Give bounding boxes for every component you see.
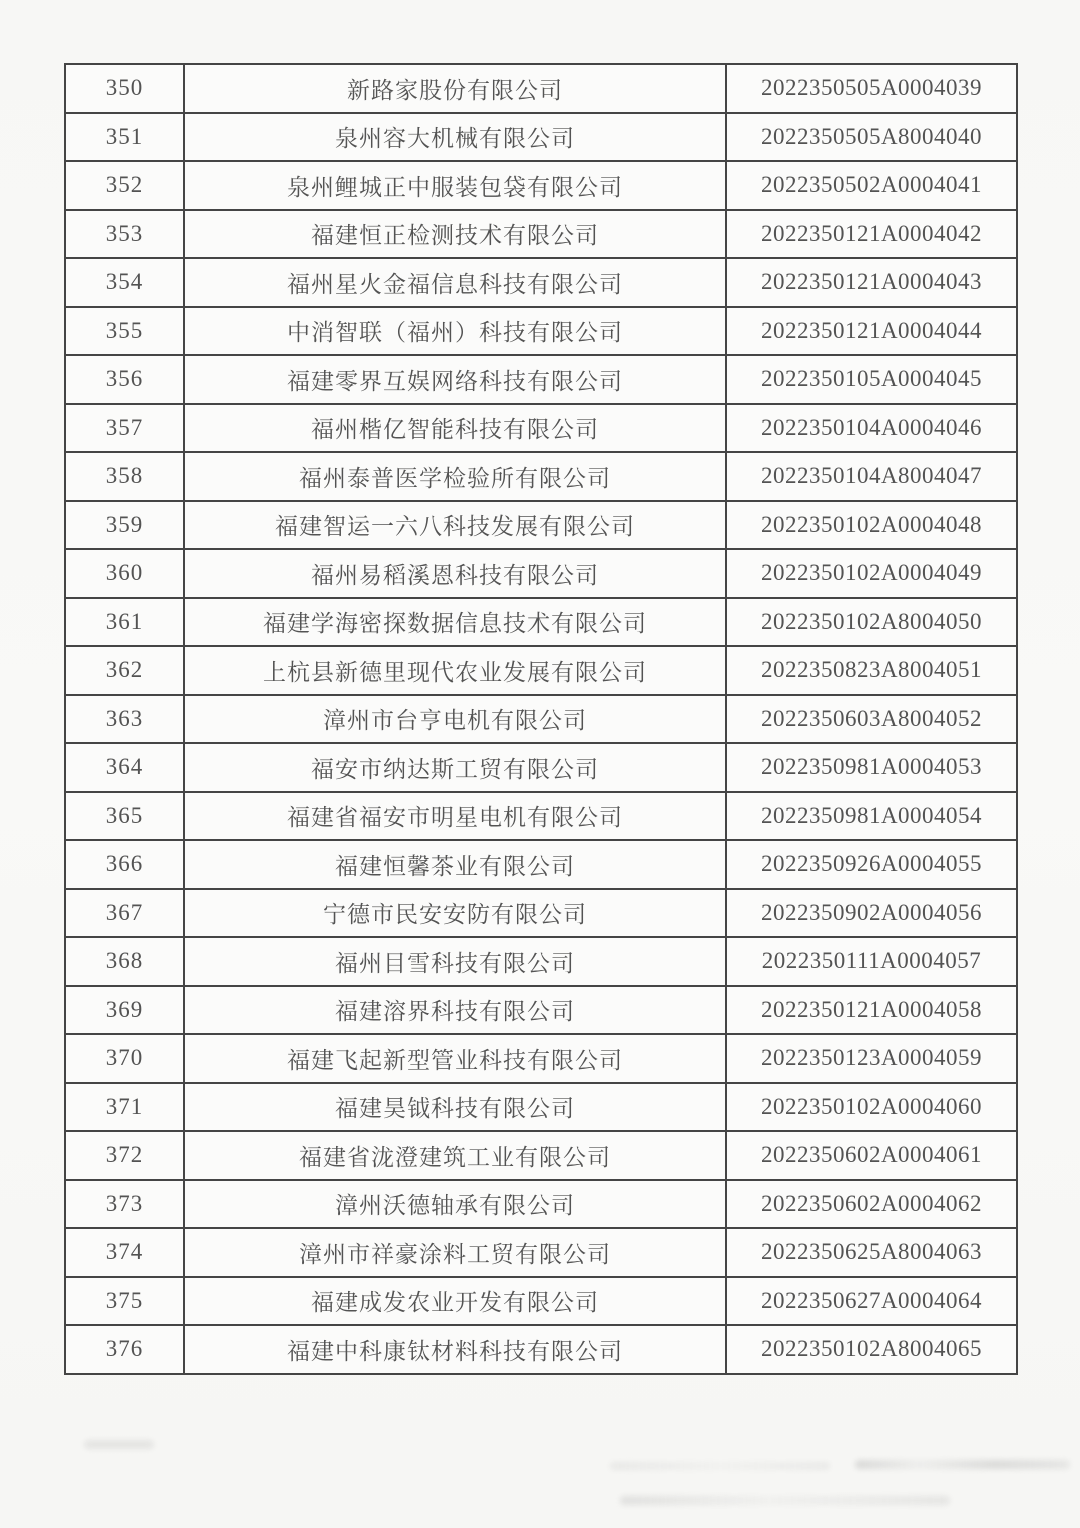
company-code-cell: 2022350102A8004065 — [726, 1325, 1017, 1374]
row-number-cell: 374 — [65, 1228, 184, 1277]
row-number-cell: 350 — [65, 64, 184, 113]
row-number-cell: 362 — [65, 646, 184, 695]
company-name-cell: 福建恒正检测技术有限公司 — [184, 210, 726, 259]
company-code-cell: 2022350505A8004040 — [726, 113, 1017, 162]
table-row — [65, 840, 1017, 889]
table-row — [65, 937, 1017, 986]
scan-artifact-smudge — [84, 1440, 154, 1449]
table-row — [65, 743, 1017, 792]
company-code-cell: 2022350602A0004061 — [726, 1131, 1017, 1180]
row-number-cell: 354 — [65, 258, 184, 307]
company-name-cell: 福建溶界科技有限公司 — [184, 986, 726, 1035]
table-row — [65, 695, 1017, 744]
company-code-cell: 2022350121A0004044 — [726, 307, 1017, 356]
company-code-cell: 2022350981A0004054 — [726, 792, 1017, 841]
table-row — [65, 307, 1017, 356]
row-number-cell: 371 — [65, 1083, 184, 1132]
table-row — [65, 113, 1017, 162]
row-number-cell: 375 — [65, 1277, 184, 1326]
company-code-cell: 2022350104A0004046 — [726, 404, 1017, 453]
table-row — [65, 889, 1017, 938]
company-code-cell: 2022350625A8004063 — [726, 1228, 1017, 1277]
table-row — [65, 210, 1017, 259]
row-number-cell: 351 — [65, 113, 184, 162]
company-name-cell: 福建飞起新型管业科技有限公司 — [184, 1034, 726, 1083]
table-row — [65, 986, 1017, 1035]
company-name-cell: 上杭县新德里现代农业发展有限公司 — [184, 646, 726, 695]
company-name-cell: 福州易稻溪恩科技有限公司 — [184, 549, 726, 598]
company-name-cell: 福建省泷澄建筑工业有限公司 — [184, 1131, 726, 1180]
company-name-cell: 泉州鲤城正中服装包袋有限公司 — [184, 161, 726, 210]
company-name-cell: 福建成发农业开发有限公司 — [184, 1277, 726, 1326]
company-name-cell: 福建昊钺科技有限公司 — [184, 1083, 726, 1132]
company-table — [64, 63, 1018, 1375]
row-number-cell: 372 — [65, 1131, 184, 1180]
row-number-cell: 369 — [65, 986, 184, 1035]
company-name-cell: 福州星火金福信息科技有限公司 — [184, 258, 726, 307]
scan-artifact-smudge — [610, 1462, 830, 1470]
table-row — [65, 1228, 1017, 1277]
table-row — [65, 646, 1017, 695]
company-code-cell: 2022350104A8004047 — [726, 452, 1017, 501]
company-code-cell: 2022350902A0004056 — [726, 889, 1017, 938]
row-number-cell: 355 — [65, 307, 184, 356]
company-code-cell: 2022350602A0004062 — [726, 1180, 1017, 1229]
company-name-cell: 新路家股份有限公司 — [184, 64, 726, 113]
table-row — [65, 161, 1017, 210]
company-name-cell: 福建恒馨茶业有限公司 — [184, 840, 726, 889]
company-code-cell: 2022350502A0004041 — [726, 161, 1017, 210]
row-number-cell: 366 — [65, 840, 184, 889]
table-row — [65, 1083, 1017, 1132]
company-code-cell: 2022350505A0004039 — [726, 64, 1017, 113]
table-row — [65, 1034, 1017, 1083]
table-row — [65, 501, 1017, 550]
company-name-cell: 漳州市祥豪涂料工贸有限公司 — [184, 1228, 726, 1277]
table-row — [65, 598, 1017, 647]
table-row — [65, 404, 1017, 453]
company-code-cell: 2022350123A0004059 — [726, 1034, 1017, 1083]
row-number-cell: 360 — [65, 549, 184, 598]
row-number-cell: 367 — [65, 889, 184, 938]
company-code-cell: 2022350111A0004057 — [726, 937, 1017, 986]
company-code-cell: 2022350102A0004048 — [726, 501, 1017, 550]
row-number-cell: 373 — [65, 1180, 184, 1229]
table-row — [65, 1131, 1017, 1180]
row-number-cell: 365 — [65, 792, 184, 841]
company-code-cell: 2022350121A0004058 — [726, 986, 1017, 1035]
row-number-cell: 357 — [65, 404, 184, 453]
scan-artifact-smudge — [620, 1496, 950, 1505]
company-name-cell: 福建零界互娱网络科技有限公司 — [184, 355, 726, 404]
company-code-cell: 2022350121A0004043 — [726, 258, 1017, 307]
row-number-cell: 353 — [65, 210, 184, 259]
row-number-cell: 361 — [65, 598, 184, 647]
company-name-cell: 福建学海密探数据信息技术有限公司 — [184, 598, 726, 647]
row-number-cell: 368 — [65, 937, 184, 986]
table-row — [65, 452, 1017, 501]
table-row — [65, 1180, 1017, 1229]
company-name-cell: 福建智运一六八科技发展有限公司 — [184, 501, 726, 550]
company-name-cell: 福州目雪科技有限公司 — [184, 937, 726, 986]
table-row — [65, 1325, 1017, 1374]
company-name-cell: 漳州沃德轴承有限公司 — [184, 1180, 726, 1229]
company-code-cell: 2022350105A0004045 — [726, 355, 1017, 404]
table-row — [65, 258, 1017, 307]
company-code-cell: 2022350102A8004050 — [726, 598, 1017, 647]
row-number-cell: 358 — [65, 452, 184, 501]
company-name-cell: 福安市纳达斯工贸有限公司 — [184, 743, 726, 792]
table-row — [65, 792, 1017, 841]
company-name-cell: 中消智联（福州）科技有限公司 — [184, 307, 726, 356]
company-name-cell: 福建省福安市明星电机有限公司 — [184, 792, 726, 841]
row-number-cell: 376 — [65, 1325, 184, 1374]
company-code-cell: 2022350102A0004060 — [726, 1083, 1017, 1132]
row-number-cell: 364 — [65, 743, 184, 792]
company-code-cell: 2022350603A8004052 — [726, 695, 1017, 744]
row-number-cell: 356 — [65, 355, 184, 404]
company-name-cell: 宁德市民安安防有限公司 — [184, 889, 726, 938]
table-row — [65, 64, 1017, 113]
company-code-cell: 2022350627A0004064 — [726, 1277, 1017, 1326]
company-code-cell: 2022350926A0004055 — [726, 840, 1017, 889]
company-table-body — [65, 64, 1017, 1374]
scan-artifact-smudge — [855, 1460, 1070, 1469]
row-number-cell: 352 — [65, 161, 184, 210]
table-row — [65, 355, 1017, 404]
company-name-cell: 福州楷亿智能科技有限公司 — [184, 404, 726, 453]
company-code-cell: 2022350102A0004049 — [726, 549, 1017, 598]
company-name-cell: 泉州容大机械有限公司 — [184, 113, 726, 162]
company-name-cell: 福州泰普医学检验所有限公司 — [184, 452, 726, 501]
row-number-cell: 363 — [65, 695, 184, 744]
company-code-cell: 2022350823A8004051 — [726, 646, 1017, 695]
company-code-cell: 2022350981A0004053 — [726, 743, 1017, 792]
row-number-cell: 370 — [65, 1034, 184, 1083]
row-number-cell: 359 — [65, 501, 184, 550]
table-row — [65, 1277, 1017, 1326]
company-code-cell: 2022350121A0004042 — [726, 210, 1017, 259]
company-name-cell: 漳州市台亨电机有限公司 — [184, 695, 726, 744]
company-name-cell: 福建中科康钛材料科技有限公司 — [184, 1325, 726, 1374]
table-row — [65, 549, 1017, 598]
